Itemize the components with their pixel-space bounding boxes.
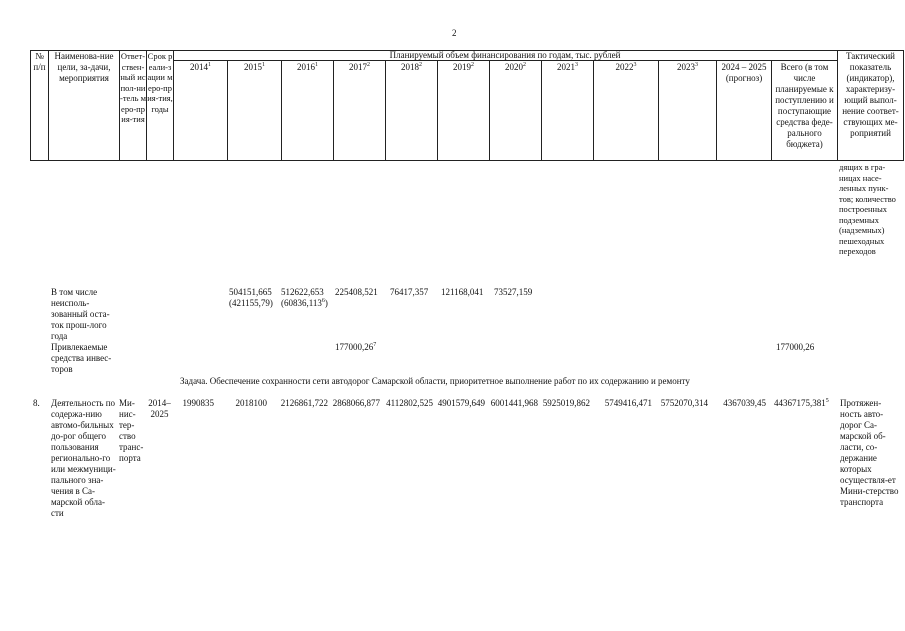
header-funding: Планируемый объем финансирования по годам, тыс. рублей [389,50,621,60]
row8-term: 2014– 2025 [148,398,171,419]
row-unused-2020: 73527,159 [494,287,533,297]
header-year-6: 2020$^2$ [505,62,526,72]
row8-indicator: Протяжен-ность авто-дорог Са-марской об-ласти, со-держание которых осуществля-ет Мини-стерство транспорта [840,398,899,507]
row8-number: 8. [33,398,40,408]
row-unused-2015: 504151,665 (421155,79) [229,287,273,308]
row-unused-2019: 121168,041 [441,287,484,297]
row8-value-9: 5752070,314 [660,398,708,408]
header-indicator: Тактический показатель (индикатор), характеризу-ющий выпол-нение соответ-ствующих ме-роприятий [842,51,899,138]
row8-value-0: 1990835 [182,398,214,408]
header-forecast: 2024 – 2025 (прогноз) [721,62,767,83]
row-unused-2017: 225408,521 [335,287,378,297]
header-term: Срок реали-зации меро-прия-тия, годы [147,51,173,114]
row8-value-5: 4901579,649 [437,398,485,408]
row8-value-7: 5925019,862 [542,398,590,408]
row8-value-10: 4367039,45 [723,398,766,408]
row8-total: 44367175,381$^5$ [774,398,829,408]
row8-value-8: 5749416,471 [604,398,652,408]
row8-value-2: 2126861,722 [280,398,328,408]
row8-name: Деятельность по содержа-нию автомо-бильных до-рог общего пользования регионально-го или межмуници-пального зна-чения в Са-марской обла-сти [51,398,116,518]
header-year-4: 2018$^2$ [401,62,422,72]
header-year-5: 2019$^2$ [453,62,474,72]
header-total: Всего (в том числе планируемые к поступлению и поступающие средства феде-рального бюджета) [775,62,834,149]
row-investors-label: Привлекаемые средства инвес-торов [51,342,112,374]
header-year-7: 2021$^3$ [557,62,578,72]
header-year-0: 2014$^1$ [190,62,211,72]
header-executor: Ответ-ствен-ный испол-ни-тель меро-прия-тия [120,51,146,124]
row8-value-3: 2868066,877 [332,398,380,408]
row-unused-label: В том числе неисполь-зованный оста-ток прош-лого года [51,287,110,341]
header-year-2: 2016$^1$ [297,62,318,72]
header-year-8: 2022$^3$ [615,62,637,72]
row-unused-2016: 512622,653 (60836,113$^6$) [281,287,328,308]
row8-value-6: 6001441,968 [490,398,538,408]
task-title: Задача. Обеспечение сохранности сети автодорог Самарской области, приоритетное выполнение работ по их содержанию и ремонту [180,376,690,386]
row8-value-1: 2018100 [235,398,267,408]
header-name: Наименова-ние цели, за-дачи, мероприятия [54,51,114,83]
header-number: № п/п [33,51,46,72]
header-year-1: 2015$^1$ [244,62,265,72]
row-investors-total: 177000,26 [776,342,815,352]
header-year-9: 2023$^3$ [677,62,698,72]
row8-executor: Ми-нис-тер-ство транс-порта [119,398,144,463]
row-investors-2017: 177000,26$^7$ [335,342,377,352]
row-unused-2018: 76417,357 [390,287,429,297]
row8-value-4: 4112802,525 [386,398,433,408]
header-year-3: 2017$^2$ [349,62,370,72]
page-number: 2 [452,28,457,38]
continuation-indicator: дящих в гра-ницах насе-ленных пунк-тов; количество построенных подземных (надземных) пешеходных переходов [839,162,896,256]
